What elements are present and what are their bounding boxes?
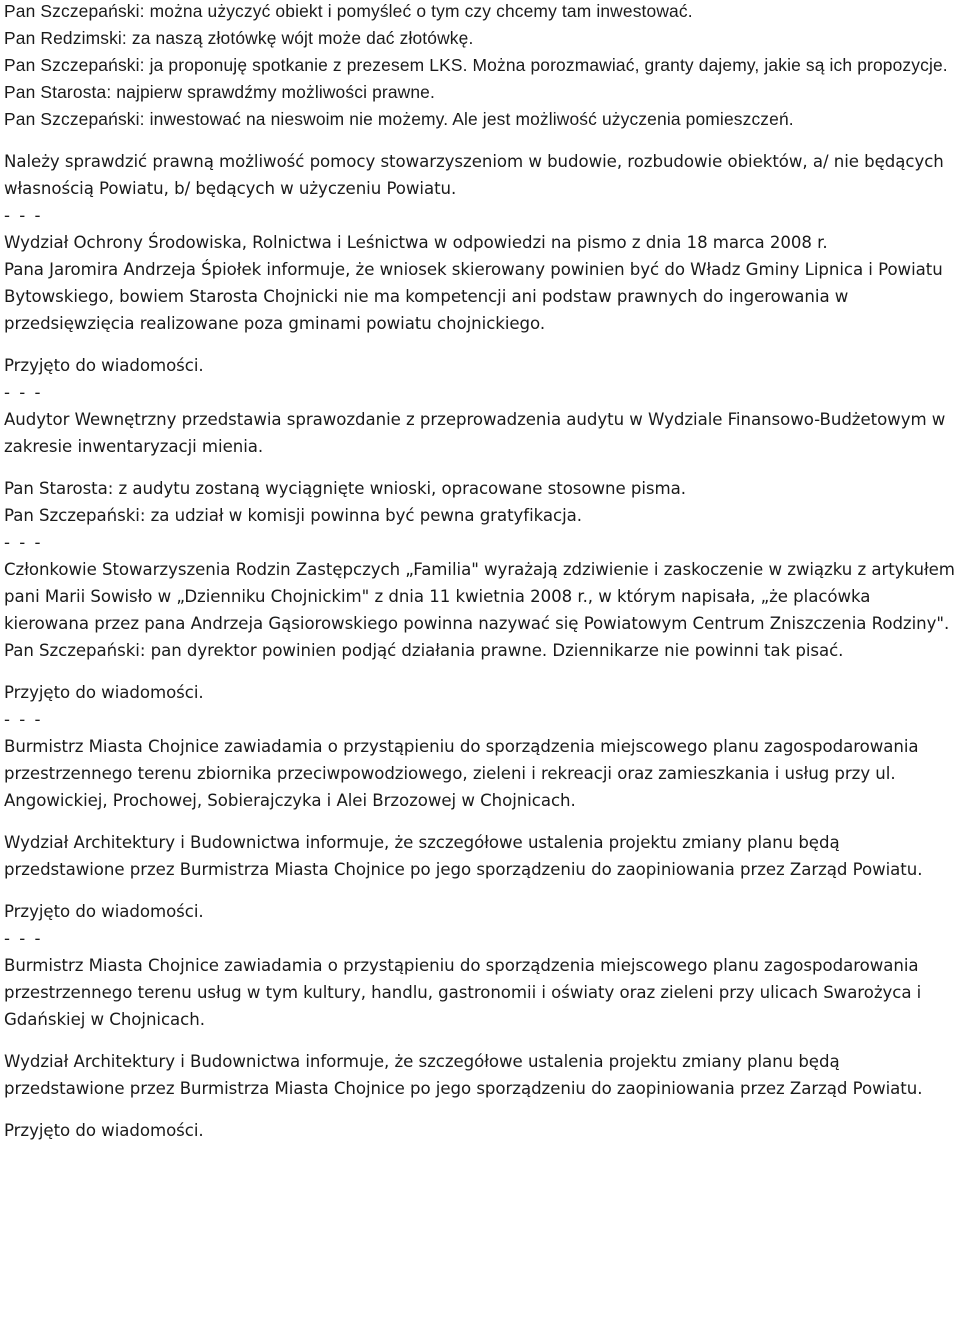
section-separator: - - - (4, 929, 43, 948)
document-page (4, 0, 958, 1144)
accepted-note: Przyjęto do wiadomości. (4, 902, 204, 921)
item-body: Pana Jaromira Andrzeja Śpiołek informuje, że wniosek skierowany powinien być do Władz Gminy Lipnica i Powiatu Bytowskiego, bowiem Starosta Chojnicki nie ma kompetencji ani podstaw prawnych do ingerowania w przedsięwzięcia realizowane poza gminami powiatu chojnickiego. (4, 260, 943, 333)
statement-szczepanski-2: Pan Szczepański: ja proponuję spotkanie z prezesem LKS. Można porozmawiać, granty dajemy, jakie są ich propozycje. (4, 55, 948, 75)
item-body: Burmistrz Miasta Chojnice zawiadamia o przystąpieniu do sporządzenia miejscowego planu zagospodarowania przestrzennego terenu zbiornika przeciwpowodziowego, zieleni i rekreacji oraz zamieszkania i usług przy ul. Angowickiej, Prochowej, Sobierajczyka i Alei Brzozowej w Chojnicach. (4, 737, 919, 810)
architecture-info: Wydział Architektury i Budownictwa informuje, że szczegółowe ustalenia projektu zmiany planu będą przedstawione przez Burmistrza Miasta Chojnice po jego sporządzeniu do zaopiniowania przez Zarząd Powiatu. (4, 1052, 923, 1098)
statement-szczepanski-3: Pan Szczepański: inwestować na nieswoim nie możemy. Ale jest możliwość użyczenia pomieszczeń. (4, 109, 794, 129)
item-body: Audytor Wewnętrzny przedstawia sprawozdanie z przeprowadzenia audytu w Wydziale Finansowo-Budżetowym w zakresie inwentaryzacji mienia. (4, 410, 946, 456)
item-body: Członkowie Stowarzyszenia Rodzin Zastępczych „Familia" wyrażają zdziwienie i zaskoczenie w związku z artykułem pani Marii Sowisło w „Dzienniku Chojnickim" z dnia 11 kwietnia 2008 r., w którym napisała, „że placówka kierowana przez pana Andrzeja Gąsiorowskiego powinna nazywać się Powiatowym Centrum Zniszczenia Rodziny". (4, 560, 955, 633)
section-separator: - - - (4, 383, 43, 402)
statement-starosta: Pan Starosta: najpierw sprawdźmy możliwości prawne. (4, 82, 435, 102)
statement-szczepanski-press: Pan Szczepański: pan dyrektor powinien podjąć działania prawne. Dziennikarze nie powinni tak pisać. (4, 641, 844, 660)
statement-szczepanski-1: Pan Szczepański: można użyczyć obiekt i pomyśleć o tym czy chcemy tam inwestować. (4, 1, 693, 21)
decision-paragraph: Należy sprawdzić prawną możliwość pomocy stowarzyszeniom w budowie, rozbudowie obiektów, a/ nie będących własnością Powiatu, b/ będących w użyczeniu Powiatu. (4, 152, 944, 198)
item-body: Burmistrz Miasta Chojnice zawiadamia o przystąpieniu do sporządzenia miejscowego planu zagospodarowania przestrzennego terenu usług w tym kultury, handlu, gastronomii i oświaty oraz zieleni przy ulicach Swarożyca i Gdańskiej w Chojnicach. (4, 956, 922, 1029)
section-separator: - - - (4, 533, 43, 552)
statement-starosta-audit: Pan Starosta: z audytu zostaną wyciągnięte wnioski, opracowane stosowne pisma. (4, 479, 686, 498)
accepted-note: Przyjęto do wiadomości. (4, 1121, 204, 1140)
statement-szczepanski-audit: Pan Szczepański: za udział w komisji powinna być pewna gratyfikacja. (4, 506, 583, 525)
accepted-note: Przyjęto do wiadomości. (4, 356, 204, 375)
item-heading: Wydział Ochrony Środowiska, Rolnictwa i Leśnictwa w odpowiedzi na pismo z dnia 18 marca 2008 r. (4, 233, 828, 252)
accepted-note: Przyjęto do wiadomości. (4, 683, 204, 702)
section-separator: - - - (4, 206, 43, 225)
statement-redzimski: Pan Redzimski: za naszą złotówkę wójt może dać złotówkę. (4, 28, 474, 48)
architecture-info: Wydział Architektury i Budownictwa informuje, że szczegółowe ustalenia projektu zmiany planu będą przedstawione przez Burmistrza Miasta Chojnice po jego sporządzeniu do zaopiniowania przez Zarząd Powiatu. (4, 833, 923, 879)
section-separator: - - - (4, 710, 43, 729)
